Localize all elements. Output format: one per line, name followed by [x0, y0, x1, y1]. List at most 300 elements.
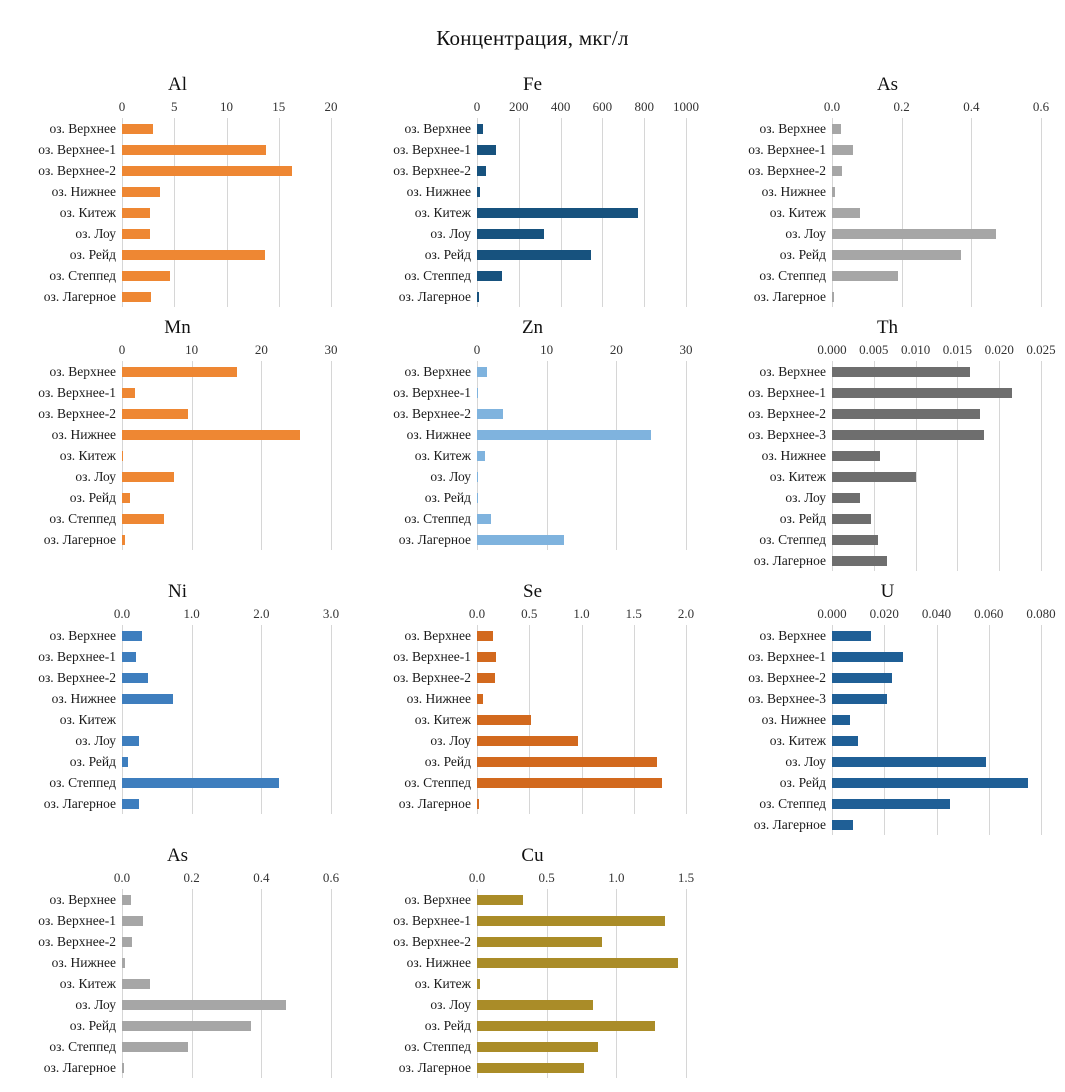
value-axis-u: [817, 605, 1056, 625]
bar-al-8: [122, 292, 151, 302]
bar-zn-6: [477, 493, 478, 503]
plot-fe: [477, 118, 686, 307]
axis-tick-label: 1.5: [677, 870, 695, 885]
gridline: [1041, 118, 1042, 307]
category-label: оз. Верхнее-1: [38, 385, 116, 400]
bar-th-9: [832, 556, 887, 566]
category-label: оз. Верхнее-3: [748, 691, 826, 706]
bar-cu-4: [477, 979, 480, 989]
category-label: оз. Верхнее-2: [393, 163, 471, 178]
bar-se-5: [477, 736, 578, 746]
axis-tick-label: 0.0: [468, 606, 486, 621]
axis-tick-label: 20: [254, 342, 268, 357]
category-label: оз. Лоу: [785, 490, 826, 505]
chart-body-as-1: [710, 98, 1065, 307]
bar-al-6: [122, 250, 265, 260]
axis-tick-label: 1.5: [625, 606, 642, 621]
gridline: [279, 118, 280, 307]
category-label: оз. Рейд: [424, 247, 471, 262]
bar-mn-2: [122, 409, 188, 419]
category-label: оз. Рейд: [69, 247, 116, 262]
bar-as-2-2: [122, 937, 132, 947]
category-label: оз. Китеж: [414, 976, 471, 991]
value-axis-ni: [113, 605, 340, 625]
chart-u: [710, 571, 1065, 835]
axis-tick-label: 0.020: [984, 342, 1014, 357]
axis-tick-label: 2.0: [253, 606, 270, 621]
plot-ni: [122, 625, 331, 814]
chart-title-u: U: [880, 581, 895, 602]
category-label: оз. Верхнее: [49, 892, 116, 907]
category-label: оз. Верхнее-2: [393, 406, 471, 421]
category-label: оз. Верхнее: [404, 364, 471, 379]
axis-tick-label: 30: [324, 342, 338, 357]
category-label: оз. Китеж: [769, 733, 826, 748]
category-label: оз. Степпед: [404, 1039, 471, 1054]
axis-tick-label: 5: [171, 99, 178, 114]
category-label: оз. Лагерное: [398, 796, 471, 811]
bar-as-1-8: [832, 292, 834, 302]
bar-fe-2: [477, 166, 486, 176]
bar-fe-1: [477, 145, 496, 155]
axis-tick-label: 0.040: [921, 606, 952, 621]
chart-title-zn: Zn: [521, 317, 544, 338]
bar-ni-1: [122, 652, 136, 662]
bar-al-5: [122, 229, 150, 239]
category-label: оз. Верхнее: [49, 121, 116, 136]
axis-tick-label: 600: [592, 99, 613, 114]
value-axis-fe: [473, 98, 699, 118]
category-label: оз. Верхнее-2: [393, 670, 471, 685]
category-label: оз. Лоу: [75, 997, 116, 1012]
category-label: оз. Лагерное: [753, 553, 826, 568]
category-axis-al: [0, 98, 122, 307]
gridline: [1041, 625, 1042, 835]
axis-tick-label: 0.000: [817, 606, 847, 621]
bar-cu-5: [477, 1000, 593, 1010]
bar-ni-5: [122, 736, 139, 746]
bar-u-0: [832, 631, 871, 641]
category-label: оз. Степпед: [404, 511, 471, 526]
category-label: оз. Верхнее: [759, 121, 826, 136]
plot-area-se: [468, 605, 695, 814]
category-label: оз. Рейд: [69, 754, 116, 769]
bar-u-9: [832, 820, 853, 830]
axis-tick-label: 0.0: [823, 99, 841, 114]
gridline: [261, 889, 262, 1078]
gridline: [989, 625, 990, 835]
chart-title-as-1: As: [876, 74, 899, 95]
bar-se-4: [477, 715, 531, 725]
gridline: [192, 889, 193, 1078]
axis-tick-label: 0.6: [322, 870, 340, 885]
value-axis-zn: [473, 341, 693, 361]
bar-cu-6: [477, 1021, 655, 1031]
axis-tick-label: 1.0: [183, 606, 200, 621]
value-axis-mn: [118, 341, 338, 361]
chart-as-1: [710, 64, 1065, 307]
category-label: оз. Нижнее: [761, 712, 826, 727]
axis-tick-label: 0.080: [1026, 606, 1056, 621]
axis-tick-label: 20: [324, 99, 338, 114]
bar-se-3: [477, 694, 483, 704]
bar-ni-3: [122, 694, 173, 704]
chart-fe: [355, 64, 710, 307]
category-label: оз. Верхнее: [49, 628, 116, 643]
category-label: оз. Лагерное: [398, 1060, 471, 1075]
bar-fe-6: [477, 250, 591, 260]
category-label: оз. Китеж: [59, 205, 116, 220]
plot-area-ni: [113, 605, 340, 814]
bar-fe-8: [477, 292, 479, 302]
plot-mn: [122, 361, 331, 550]
chart-title-al: Al: [168, 74, 187, 95]
category-label: оз. Лагерное: [753, 817, 826, 832]
category-label: оз. Верхнее-2: [38, 406, 116, 421]
bar-as-2-5: [122, 1000, 286, 1010]
plot-area-cu: [468, 869, 695, 1078]
category-label: оз. Верхнее: [404, 892, 471, 907]
axis-tick-label: 20: [609, 342, 623, 357]
category-label: оз. Лагерное: [43, 1060, 116, 1075]
category-label: оз. Нижнее: [406, 427, 471, 442]
plot-th: [832, 361, 1041, 571]
plot-zn: [477, 361, 686, 550]
category-label: оз. Нижнее: [51, 184, 116, 199]
bar-th-3: [832, 430, 984, 440]
bar-as-2-4: [122, 979, 150, 989]
category-label: оз. Степпед: [49, 775, 116, 790]
bar-ni-7: [122, 778, 279, 788]
bar-th-5: [832, 472, 916, 482]
bar-se-6: [477, 757, 657, 767]
plot-as-1: [832, 118, 1041, 307]
category-label: оз. Степпед: [49, 268, 116, 283]
chart-body-zn: [355, 341, 710, 550]
bar-se-8: [477, 799, 479, 809]
category-label: оз. Верхнее-1: [748, 385, 826, 400]
bar-as-1-4: [832, 208, 860, 218]
axis-tick-label: 0.5: [538, 870, 555, 885]
bar-mn-6: [122, 493, 130, 503]
bar-ni-8: [122, 799, 139, 809]
gridline: [547, 361, 548, 550]
axis-tick-label: 0.015: [942, 342, 973, 357]
axis-tick-label: 400: [550, 99, 571, 114]
category-label: оз. Лагерное: [753, 289, 826, 304]
bar-as-1-0: [832, 124, 841, 134]
gridline: [331, 118, 332, 307]
gridline: [331, 361, 332, 550]
chart-zn: [355, 307, 710, 550]
category-label: оз. Нижнее: [51, 427, 116, 442]
bar-u-4: [832, 715, 850, 725]
axis-tick-label: 0: [473, 99, 481, 114]
category-label: оз. Верхнее-2: [393, 934, 471, 949]
plot-se: [477, 625, 686, 814]
axis-tick-label: 15: [272, 99, 286, 114]
category-label: оз. Лоу: [75, 469, 116, 484]
bar-ni-2: [122, 673, 148, 683]
category-label: оз. Китеж: [59, 712, 116, 727]
chart-body-th: [710, 341, 1065, 571]
chart-al: [0, 64, 355, 307]
axis-tick-label: 0.2: [183, 870, 200, 885]
plot-area-al: [118, 98, 338, 307]
bar-ni-6: [122, 757, 128, 767]
category-axis-th: [710, 341, 832, 571]
category-label: оз. Лоу: [75, 226, 116, 241]
category-label: оз. Китеж: [59, 448, 116, 463]
plot-area-u: [817, 605, 1056, 835]
axis-tick-label: 0.0: [468, 870, 486, 885]
category-label: оз. Степпед: [759, 532, 826, 547]
chart-mn: [0, 307, 355, 550]
chart-body-fe: [355, 98, 710, 307]
bar-cu-1: [477, 916, 665, 926]
category-label: оз. Лоу: [785, 754, 826, 769]
category-label: оз. Верхнее-2: [38, 934, 116, 949]
category-label: оз. Китеж: [769, 469, 826, 484]
category-label: оз. Верхнее-1: [393, 649, 471, 664]
bar-se-0: [477, 631, 493, 641]
category-label: оз. Рейд: [424, 490, 471, 505]
category-label: оз. Лагерное: [43, 796, 116, 811]
plot-area-th: [817, 341, 1056, 571]
gridline: [644, 118, 645, 307]
chart-ni: [0, 571, 355, 814]
category-label: оз. Лоу: [430, 469, 471, 484]
category-axis-ni: [0, 605, 122, 814]
axis-tick-label: 0.4: [963, 99, 980, 114]
bar-u-8: [832, 799, 950, 809]
category-label: оз. Лагерное: [43, 289, 116, 304]
category-label: оз. Нижнее: [406, 955, 471, 970]
bar-as-1-1: [832, 145, 853, 155]
category-label: оз. Верхнее-1: [393, 385, 471, 400]
category-label: оз. Китеж: [414, 448, 471, 463]
bar-zn-1: [477, 388, 478, 398]
category-label: оз. Верхнее-2: [748, 163, 826, 178]
bar-as-2-1: [122, 916, 143, 926]
category-label: оз. Верхнее-1: [393, 142, 471, 157]
category-label: оз. Нижнее: [406, 691, 471, 706]
gridline: [1041, 361, 1042, 571]
chart-body-mn: [0, 341, 355, 550]
category-axis-as-2: [0, 869, 122, 1078]
chart-title-mn: Mn: [164, 317, 191, 338]
bar-cu-2: [477, 937, 602, 947]
bar-fe-7: [477, 271, 502, 281]
bar-th-4: [832, 451, 880, 461]
bar-as-1-3: [832, 187, 835, 197]
chart-title-as-2: As: [166, 845, 189, 866]
axis-tick-label: 0: [473, 342, 481, 357]
chart-title-se: Se: [523, 581, 542, 602]
chart-se: [355, 571, 710, 814]
category-label: оз. Лагерное: [398, 532, 471, 547]
bar-mn-3: [122, 430, 300, 440]
bar-se-1: [477, 652, 496, 662]
category-label: оз. Китеж: [769, 205, 826, 220]
axis-tick-label: 3.0: [322, 606, 340, 621]
bar-al-0: [122, 124, 153, 134]
category-label: оз. Верхнее: [404, 628, 471, 643]
category-label: оз. Рейд: [424, 754, 471, 769]
value-axis-as-2: [113, 869, 340, 889]
chart-body-cu: [355, 869, 710, 1078]
axis-tick-label: 0.0: [113, 870, 131, 885]
axis-tick-label: 0: [118, 342, 126, 357]
value-axis-as-1: [823, 98, 1050, 118]
bar-as-2-8: [122, 1063, 124, 1073]
category-label: оз. Нижнее: [51, 955, 116, 970]
bar-th-1: [832, 388, 1012, 398]
gridline: [971, 118, 972, 307]
gridline: [686, 118, 687, 307]
bar-al-7: [122, 271, 170, 281]
category-label: оз. Верхнее: [759, 628, 826, 643]
value-axis-th: [817, 341, 1056, 361]
bar-as-2-0: [122, 895, 131, 905]
bar-u-5: [832, 736, 858, 746]
axis-tick-label: 800: [634, 99, 654, 114]
gridline: [192, 361, 193, 550]
bar-zn-5: [477, 472, 478, 482]
category-axis-cu: [355, 869, 477, 1078]
gridline: [686, 625, 687, 814]
category-label: оз. Рейд: [69, 490, 116, 505]
axis-tick-label: 0.000: [817, 342, 847, 357]
category-axis-zn: [355, 341, 477, 550]
category-label: оз. Китеж: [59, 976, 116, 991]
axis-tick-label: 0.010: [900, 342, 931, 357]
category-label: оз. Рейд: [779, 247, 826, 262]
axis-tick-label: 0.020: [869, 606, 899, 621]
axis-tick-label: 0.2: [893, 99, 910, 114]
category-label: оз. Верхнее-1: [748, 142, 826, 157]
axis-tick-label: 1.0: [573, 606, 590, 621]
bar-u-1: [832, 652, 903, 662]
category-axis-u: [710, 605, 832, 835]
axis-tick-label: 0.060: [974, 606, 1004, 621]
gridline: [902, 118, 903, 307]
chart-as-2: [0, 835, 355, 1078]
axis-tick-label: 200: [509, 99, 529, 114]
bar-mn-7: [122, 514, 164, 524]
category-label: оз. Рейд: [779, 775, 826, 790]
bar-as-1-5: [832, 229, 996, 239]
category-label: оз. Степпед: [759, 268, 826, 283]
plot-cu: [477, 889, 686, 1078]
bar-cu-8: [477, 1063, 584, 1073]
gridline: [331, 889, 332, 1078]
axis-tick-label: 0.4: [253, 870, 270, 885]
bar-th-7: [832, 514, 871, 524]
bar-al-3: [122, 187, 160, 197]
gridline: [686, 361, 687, 550]
axis-tick-label: 2.0: [677, 606, 695, 621]
category-label: оз. Верхнее-1: [38, 649, 116, 664]
category-label: оз. Нижнее: [761, 184, 826, 199]
category-label: оз. Лоу: [430, 733, 471, 748]
axis-tick-label: 0: [118, 99, 126, 114]
plot-area-as-2: [113, 869, 340, 1078]
category-label: оз. Лоу: [75, 733, 116, 748]
bar-fe-5: [477, 229, 544, 239]
plot-al: [122, 118, 331, 307]
category-axis-fe: [355, 98, 477, 307]
category-label: оз. Верхнее-2: [748, 670, 826, 685]
category-axis-as-1: [710, 98, 832, 307]
axis-tick-label: 30: [679, 342, 693, 357]
category-axis-mn: [0, 341, 122, 550]
gridline: [686, 889, 687, 1078]
bar-cu-3: [477, 958, 678, 968]
category-label: оз. Лагерное: [43, 532, 116, 547]
bar-as-1-7: [832, 271, 898, 281]
category-label: оз. Верхнее: [759, 364, 826, 379]
plot-as-2: [122, 889, 331, 1078]
category-label: оз. Нижнее: [406, 184, 471, 199]
bar-th-6: [832, 493, 860, 503]
category-label: оз. Нижнее: [51, 691, 116, 706]
value-axis-se: [468, 605, 695, 625]
axis-tick-label: 0.6: [1032, 99, 1050, 114]
bar-th-0: [832, 367, 970, 377]
bar-fe-4: [477, 208, 638, 218]
gridline: [331, 625, 332, 814]
category-label: оз. Верхнее-1: [748, 649, 826, 664]
bar-th-8: [832, 535, 878, 545]
bar-zn-0: [477, 367, 487, 377]
bar-u-3: [832, 694, 887, 704]
value-axis-al: [118, 98, 338, 118]
bar-zn-3: [477, 430, 651, 440]
bar-al-1: [122, 145, 266, 155]
chart-body-u: [710, 605, 1065, 835]
bar-th-2: [832, 409, 980, 419]
chart-title-cu: Cu: [521, 845, 544, 866]
bar-se-2: [477, 673, 495, 683]
bar-as-2-7: [122, 1042, 188, 1052]
bar-zn-8: [477, 535, 564, 545]
gridline: [616, 361, 617, 550]
axis-tick-label: 0.0: [113, 606, 131, 621]
category-axis-se: [355, 605, 477, 814]
bar-se-7: [477, 778, 662, 788]
bar-zn-2: [477, 409, 503, 419]
category-label: оз. Верхнее-2: [748, 406, 826, 421]
category-label: оз. Рейд: [424, 1018, 471, 1033]
bar-zn-4: [477, 451, 485, 461]
category-label: оз. Китеж: [414, 205, 471, 220]
charts-grid: [0, 64, 1065, 1078]
chart-cu: [355, 835, 710, 1078]
bar-cu-7: [477, 1042, 598, 1052]
bar-u-6: [832, 757, 986, 767]
axis-tick-label: 10: [540, 342, 554, 357]
chart-title-fe: Fe: [523, 74, 542, 95]
category-label: оз. Лоу: [430, 226, 471, 241]
plot-area-as-1: [823, 98, 1050, 307]
bar-fe-0: [477, 124, 483, 134]
bar-u-7: [832, 778, 1028, 788]
chart-body-al: [0, 98, 355, 307]
category-label: оз. Лоу: [430, 997, 471, 1012]
bar-al-2: [122, 166, 292, 176]
chart-body-se: [355, 605, 710, 814]
